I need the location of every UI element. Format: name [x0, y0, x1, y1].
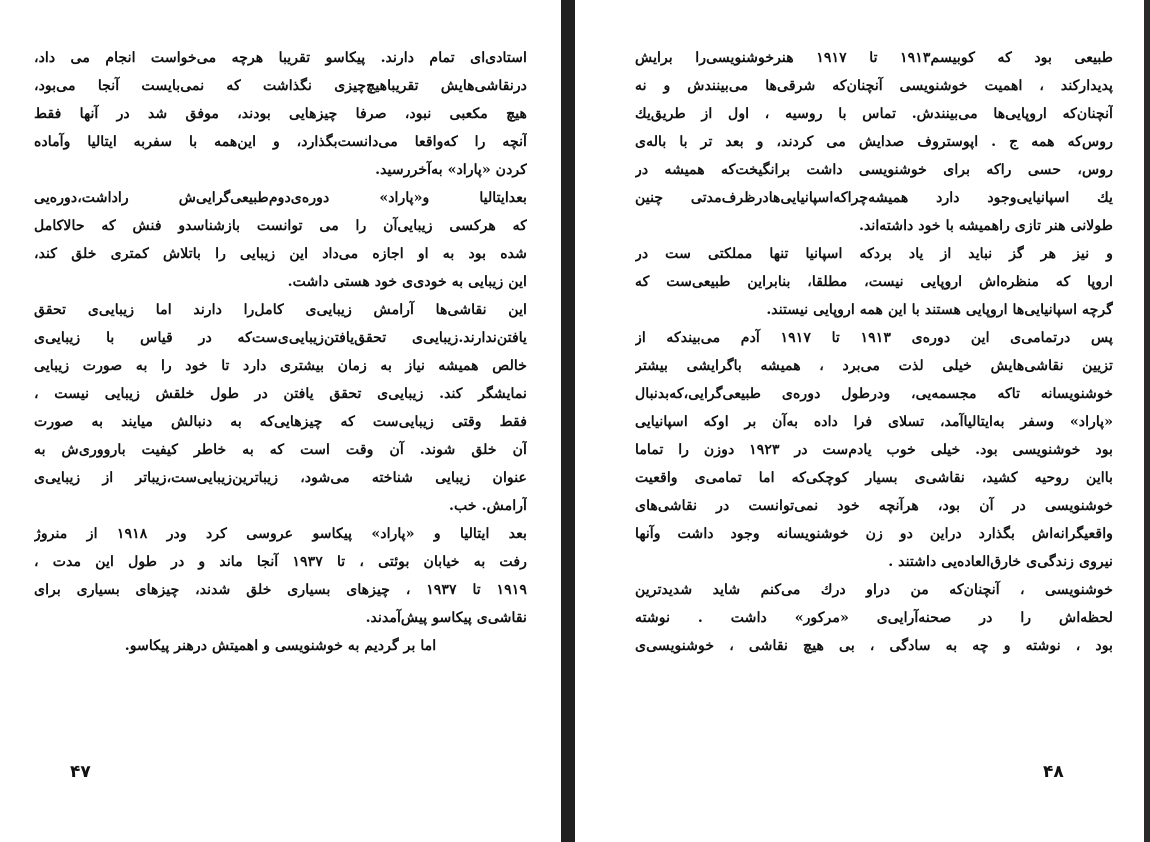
text-line: یك اسپانیایی‌وجود دارد همیشه‌چراکه‌اسپانیایی‌هادرظرف‌مدتی چنین	[635, 190, 1113, 206]
text-line: یافتن‌ندارند.زیبایی‌ی تحقق‌یافتن‌زیبایی‌ی‌ست‌که در قیاس با زیبایی‌ی	[34, 330, 527, 346]
text-line: آنچه را که‌واقعا می‌دانست‌بگذارد، و این‌همه با سفربه ایتالیا وآماده	[34, 134, 527, 150]
page-number: ۴۷	[70, 762, 91, 782]
text-line: بااین روحیه کشید، نقاشی‌ی بسیار کوچکی‌که اما تمامی‌ی واقعیت	[635, 470, 1113, 486]
left-page-text	[34, 44, 527, 660]
text-line: بعد ایتالیا و «پاراد» پیکاسو عروسی کرد ودر ۱۹۱۸ از منروژ	[34, 526, 527, 542]
text-line: پس درتمامی‌ی این دوره‌ی ۱۹۱۳ تا ۱۹۱۷ آدم می‌بیند‌که از	[635, 330, 1113, 346]
page-number: ۴۸	[1043, 762, 1064, 782]
text-line: آرامش. خب.	[449, 498, 527, 514]
text-line: خوشنویسانه تاکه مجسمه‌یی، ودرطول دوره‌ی طبیعی‌گرایی،که‌بدنبال	[635, 386, 1113, 402]
text-line: و نیز هر گز نباید از یاد برد‌که اسپانیا تنها مملکتی ست در	[635, 246, 1113, 262]
book-edge	[1144, 0, 1150, 842]
left-page	[0, 0, 561, 842]
text-line: واقعیگرانه‌اش بگذارد دراین دو زن خوشنویسانه وجود داشت وآنها	[635, 526, 1113, 542]
text-line: خالص همیشه نیاز به زمان بیشتری دارد تا خود را به صورت زیبایی	[34, 358, 527, 374]
text-line: رفت به خیابان بوئتی ، تا ۱۹۳۷ آنجا ماند و در طول این مدت ،	[34, 554, 527, 570]
text-line: اما بر گردیم به خوشنویسی و اهمیتش درهنر پیکاسو.	[124, 638, 437, 654]
book-gutter	[561, 0, 575, 842]
text-line: عنوان زیبایی شناخته می‌شود، زیباترین‌زیبایی‌ست،زیباتر از زیبایی‌ی	[34, 470, 527, 486]
text-line: طبیعی بود که کوبیسم۱۹۱۳ تا ۱۹۱۷ هنرخوشنویسی‌را برایش	[635, 50, 1113, 66]
text-line: بود ، نوشته و چه به سادگی ، بی هیچ نقاشی ، خوشنویسی‌ی	[635, 638, 1113, 654]
right-page-text	[635, 44, 1113, 660]
text-line: اروپا که منظره‌اش اروپایی نیست، مطلقا، بنابراین طبیعی‌ست که	[635, 274, 1113, 290]
text-line: استادی‌ای تمام دارند. پیکاسو تقریبا هرچه می‌خواست انجام می داد،	[34, 50, 527, 66]
right-page	[575, 0, 1144, 842]
text-line: بود خوشنویسی بود. خیلی خوب یادم‌ست در ۱۹۲۳ دوزن را تماما	[635, 442, 1113, 458]
text-line: شده بود به او اجازه می‌داد این زیبایی را باتلاش کمتری خلق کند،	[34, 246, 527, 262]
text-line: طولانی هنر تازی راهمیشه با خود داشته‌اند.	[859, 218, 1113, 234]
text-line: این زیبایی به خودی‌ی خود هستی داشت.	[287, 274, 527, 290]
text-line: ۱۹۱۹ تا ۱۹۳۷ ، چیزهای بسیاری خلق شدند، چیزهای بسیاری برای	[34, 582, 527, 598]
text-line: فقط وقتی زیبایی‌ست که چیزهایی‌که به دنبالش میایند به صورت	[34, 414, 527, 430]
text-line: هیچ مکعبی نبود، صرفا چیزهایی بودند، موفق شد در آنها فقط	[34, 106, 527, 122]
text-line: خوشنویسی در آن بود، هرآنچه خود نمی‌توانست در نقاشی‌های	[635, 498, 1113, 514]
text-line: نیروی زندگی‌ی خارق‌العاده‌یی داشتند .	[888, 554, 1113, 570]
text-line: بعدایتالیا و«پاراد» دوره‌ی‌دوم‌طبیعی‌گرایی‌ش راداشت،دوره‌یی	[34, 190, 527, 206]
text-line: آن خلق شوند. آن وقت است که به خاطر کیفیت بارووری‌ش به	[34, 442, 527, 458]
text-line: لحظه‌اش را در صحنه‌آرایی‌ی «مرکور» داشت . نوشته	[635, 610, 1113, 626]
text-line: روس، حسی را‌که برای خوشنویسی داشت برانگیخت‌که همیشه در	[635, 162, 1113, 178]
text-line: نقاشی‌ی پیکاسو پیش‌آمدند.	[365, 610, 527, 626]
text-line: درنقاشی‌هایش تقریباهیچ‌چیزی نگذاشت که نمی‌بایست آنجا می‌بود،	[34, 78, 527, 94]
text-line: روس‌که همه ج . اپوستروف صدایش می کردند، و بعد تر با باله‌ی	[635, 134, 1113, 150]
text-line: کردن «پاراد» به‌آخررسید.	[375, 162, 527, 178]
text-line: پدیدارکند ، اهمیت خوشنویسی آنچنان‌که شرقی‌ها می‌بینندش و نه	[635, 78, 1113, 94]
text-line: آنچنان‌که اروپایی‌ها می‌بینندش. تماس با روسیه ، اول از طریق‌یك	[635, 106, 1113, 122]
text-line: که هرکسی زیبایی‌آن را می توانست بازشناسدو فنش که حالاکامل	[34, 218, 527, 234]
text-line: این نقاشی‌ها آرامش زیبایی‌ی کامل‌را دارند اما زیبایی‌ی تحقق	[34, 302, 527, 318]
text-line: «پاراد» وسفر به‌ایتالیاآمد، تسلای فرا داده به‌آن بر اوکه اسپانیایی	[635, 414, 1113, 430]
text-line: نمایشگر کند. زیبایی‌ی تحقق یافتن در طول خلقش زیبایی نیست ،	[34, 386, 527, 402]
text-line: خوشنویسی ، آنچنان‌که من دراو درك می‌کنم شاید شدید‌‌‌ترین	[635, 582, 1113, 598]
text-line: تزیین نقاشی‌هایش خیلی لذت می‌برد ، همیشه باگرایشی بیشتر	[635, 358, 1113, 374]
text-line: گرچه اسپانیایی‌ها اروپایی هستند با این همه اروپایی نیستند.	[766, 302, 1113, 318]
